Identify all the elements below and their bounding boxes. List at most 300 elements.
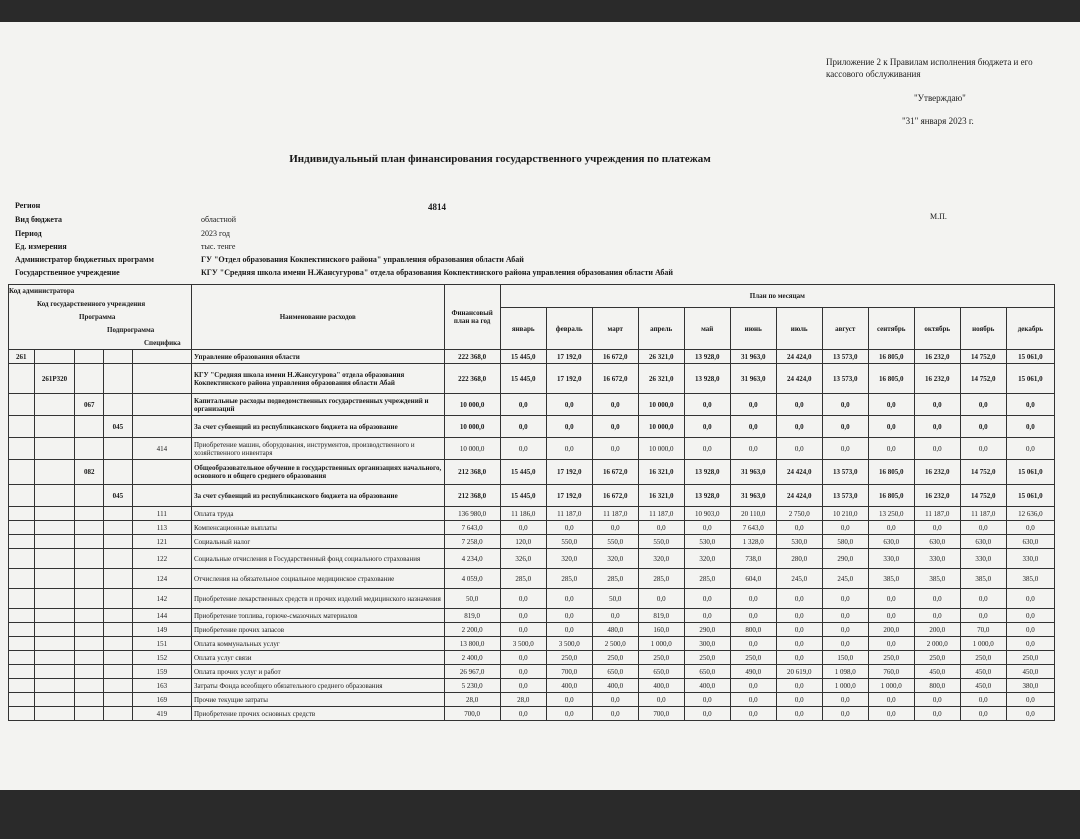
month-value: 285,0 <box>684 569 730 589</box>
code-cell <box>34 637 75 651</box>
month-value: 14 752,0 <box>960 485 1006 507</box>
code-cell <box>34 460 75 485</box>
month-value: 0,0 <box>500 589 546 609</box>
month-value: 20 110,0 <box>730 507 776 521</box>
code-cell <box>75 364 104 394</box>
month-value: 16 672,0 <box>592 350 638 364</box>
code-cell <box>132 364 191 394</box>
month-value: 0,0 <box>730 416 776 438</box>
fin-plan-value: 13 800,0 <box>444 637 500 651</box>
month-value: 16 672,0 <box>592 460 638 485</box>
code-cell <box>75 589 104 609</box>
month-value: 0,0 <box>684 693 730 707</box>
month-value: 650,0 <box>592 665 638 679</box>
month-value: 0,0 <box>776 707 822 721</box>
month-value: 0,0 <box>1006 438 1054 460</box>
month-value: 0,0 <box>776 521 822 535</box>
expense-name: Приобретение лекарственных средств и прочих изделий медицинского назначения <box>191 589 444 609</box>
month-value: 250,0 <box>684 651 730 665</box>
month-value: 800,0 <box>730 623 776 637</box>
month-value: 24 424,0 <box>776 350 822 364</box>
month-value: 16 672,0 <box>592 485 638 507</box>
month-value: 16 232,0 <box>914 485 960 507</box>
code-cell <box>9 651 35 665</box>
name-header: Наименование расходов <box>191 285 444 350</box>
month-value: 11 187,0 <box>960 507 1006 521</box>
month-value: 0,0 <box>638 589 684 609</box>
month-value: 0,0 <box>500 416 546 438</box>
month-value: 10 903,0 <box>684 507 730 521</box>
month-value: 0,0 <box>546 609 592 623</box>
fin-plan-value: 10 000,0 <box>444 438 500 460</box>
month-value: 2 000,0 <box>914 637 960 651</box>
code-cell <box>75 609 104 623</box>
table-row <box>9 665 1055 679</box>
code-cell <box>132 416 191 438</box>
month-value: 0,0 <box>592 693 638 707</box>
code-cell: 045 <box>104 416 133 438</box>
month-value: 330,0 <box>868 549 914 569</box>
month-value: 630,0 <box>868 535 914 549</box>
month-value: 1 000,0 <box>638 637 684 651</box>
month-value: 0,0 <box>776 679 822 693</box>
code-cell <box>104 589 133 609</box>
fin-plan-value: 10 000,0 <box>444 394 500 416</box>
month-value: 700,0 <box>546 665 592 679</box>
month-value: 0,0 <box>868 589 914 609</box>
table-row <box>9 693 1055 707</box>
code-cell <box>104 609 133 623</box>
table-row <box>9 623 1055 637</box>
month-value: 13 573,0 <box>822 485 868 507</box>
month-value: 450,0 <box>960 665 1006 679</box>
code-cell: 067 <box>75 394 104 416</box>
code-cell <box>9 507 35 521</box>
month-value: 1 000,0 <box>868 679 914 693</box>
month-value: 290,0 <box>822 549 868 569</box>
month-value: 0,0 <box>546 623 592 637</box>
code-cell <box>104 438 133 460</box>
month-value: 0,0 <box>500 707 546 721</box>
code-cell: 163 <box>132 679 191 693</box>
code-cell <box>104 693 133 707</box>
code-cell <box>75 485 104 507</box>
code-cell <box>104 394 133 416</box>
month-value: 0,0 <box>1006 693 1054 707</box>
code-cell <box>9 549 35 569</box>
fin-plan-value: 4 059,0 <box>444 569 500 589</box>
code-cell <box>34 665 75 679</box>
expense-name: Приобретение машин, оборудования, инструментов, производственного и хозяйственного инвентаря <box>191 438 444 460</box>
code-cell <box>104 364 133 394</box>
appendix-note: Приложение 2 к Правилам исполнения бюджета и его кассового обслуживания <box>826 57 1033 79</box>
month-value: 24 424,0 <box>776 364 822 394</box>
table-row <box>9 589 1055 609</box>
month-value: 0,0 <box>500 679 546 693</box>
month-value: 0,0 <box>730 693 776 707</box>
expense-name: Оплата коммунальных услуг <box>191 637 444 651</box>
month-value: 11 186,0 <box>500 507 546 521</box>
month-value: 0,0 <box>914 707 960 721</box>
month-value: 0,0 <box>684 609 730 623</box>
code-cell <box>9 665 35 679</box>
fin-plan-value: 50,0 <box>444 589 500 609</box>
month-value: 50,0 <box>592 589 638 609</box>
table-row <box>9 609 1055 623</box>
month-header: август <box>822 308 868 350</box>
month-value: 280,0 <box>776 549 822 569</box>
table-row <box>9 350 1055 364</box>
month-value: 330,0 <box>960 549 1006 569</box>
code-cell <box>104 623 133 637</box>
month-value: 0,0 <box>730 637 776 651</box>
month-value: 24 424,0 <box>776 460 822 485</box>
page-title: Индивидуальный план финансирования государственного учреждения по платежам <box>289 153 711 165</box>
month-value: 1 098,0 <box>822 665 868 679</box>
month-value: 450,0 <box>960 679 1006 693</box>
month-value: 0,0 <box>960 521 1006 535</box>
table-row <box>9 394 1055 416</box>
table-row <box>9 521 1055 535</box>
month-value: 0,0 <box>776 609 822 623</box>
month-value: 530,0 <box>776 535 822 549</box>
code-cell <box>9 416 35 438</box>
code-cell <box>9 521 35 535</box>
meta-value: ГУ "Отдел образования Кокпектинского района" управления образования области Абай <box>201 255 524 264</box>
code-cell <box>9 485 35 507</box>
month-value: 0,0 <box>776 416 822 438</box>
month-value: 630,0 <box>1006 535 1054 549</box>
month-value: 16 805,0 <box>868 485 914 507</box>
month-value: 0,0 <box>1006 589 1054 609</box>
month-value: 0,0 <box>500 665 546 679</box>
month-value: 0,0 <box>730 589 776 609</box>
month-value: 16 232,0 <box>914 460 960 485</box>
month-value: 0,0 <box>684 416 730 438</box>
code-cell <box>104 707 133 721</box>
month-value: 16 232,0 <box>914 350 960 364</box>
month-value: 0,0 <box>592 609 638 623</box>
meta-label: Государственное учреждение <box>15 268 120 277</box>
code-cell <box>75 693 104 707</box>
month-value: 0,0 <box>684 521 730 535</box>
month-value: 13 928,0 <box>684 364 730 394</box>
month-value: 285,0 <box>546 569 592 589</box>
code-cell: 152 <box>132 651 191 665</box>
code-cell <box>75 707 104 721</box>
month-value: 250,0 <box>960 651 1006 665</box>
month-value: 490,0 <box>730 665 776 679</box>
code-header-label: Код администратора <box>9 287 75 295</box>
month-value: 290,0 <box>684 623 730 637</box>
code-cell: 124 <box>132 569 191 589</box>
month-value: 550,0 <box>546 535 592 549</box>
month-value: 0,0 <box>868 693 914 707</box>
code-cell <box>34 535 75 549</box>
month-value: 70,0 <box>960 623 1006 637</box>
month-value: 0,0 <box>1006 637 1054 651</box>
month-header: декабрь <box>1006 308 1054 350</box>
month-value: 13 928,0 <box>684 460 730 485</box>
month-value: 17 192,0 <box>546 460 592 485</box>
table-row <box>9 651 1055 665</box>
month-value: 0,0 <box>914 416 960 438</box>
month-value: 0,0 <box>546 416 592 438</box>
code-cell <box>34 707 75 721</box>
code-cell <box>104 460 133 485</box>
code-cell: 414 <box>132 438 191 460</box>
month-value: 650,0 <box>684 665 730 679</box>
code-cell <box>104 637 133 651</box>
month-value: 385,0 <box>960 569 1006 589</box>
month-value: 0,0 <box>822 623 868 637</box>
fin-plan-value: 10 000,0 <box>444 416 500 438</box>
fin-plan-value: 7 258,0 <box>444 535 500 549</box>
month-value: 320,0 <box>592 549 638 569</box>
month-value: 0,0 <box>1006 521 1054 535</box>
month-value: 26 321,0 <box>638 350 684 364</box>
month-value: 13 573,0 <box>822 350 868 364</box>
month-value: 0,0 <box>868 416 914 438</box>
month-value: 3 500,0 <box>546 637 592 651</box>
code-cell: 419 <box>132 707 191 721</box>
meta-value: областной <box>201 215 237 224</box>
month-value: 0,0 <box>638 521 684 535</box>
month-value: 2 750,0 <box>776 507 822 521</box>
month-value: 450,0 <box>914 665 960 679</box>
code-cell <box>132 485 191 507</box>
code-cell: 261 <box>9 350 35 364</box>
month-value: 0,0 <box>914 693 960 707</box>
month-value: 0,0 <box>960 438 1006 460</box>
month-value: 0,0 <box>776 589 822 609</box>
month-value: 31 963,0 <box>730 460 776 485</box>
month-value: 0,0 <box>592 438 638 460</box>
month-value: 14 752,0 <box>960 364 1006 394</box>
month-value: 16 321,0 <box>638 460 684 485</box>
table-row <box>9 460 1055 485</box>
meta-label: Ед. измерения <box>15 242 67 251</box>
table-row <box>9 679 1055 693</box>
table-row <box>9 364 1055 394</box>
month-value: 400,0 <box>546 679 592 693</box>
month-value: 13 573,0 <box>822 364 868 394</box>
month-value: 0,0 <box>684 707 730 721</box>
meta-label: Регион <box>15 201 41 210</box>
month-value: 0,0 <box>776 693 822 707</box>
month-value: 330,0 <box>1006 549 1054 569</box>
month-value: 0,0 <box>546 589 592 609</box>
month-value: 15 445,0 <box>500 460 546 485</box>
fin-plan-value: 222 368,0 <box>444 364 500 394</box>
month-value: 530,0 <box>684 535 730 549</box>
month-value: 0,0 <box>500 651 546 665</box>
month-value: 1 000,0 <box>822 679 868 693</box>
month-value: 3 500,0 <box>500 637 546 651</box>
month-value: 0,0 <box>776 637 822 651</box>
code-cell <box>34 679 75 693</box>
table-row <box>9 707 1055 721</box>
code-cell <box>104 350 133 364</box>
code-cell: 082 <box>75 460 104 485</box>
month-value: 320,0 <box>684 549 730 569</box>
month-value: 0,0 <box>914 609 960 623</box>
fin-plan-value: 819,0 <box>444 609 500 623</box>
month-value: 0,0 <box>822 693 868 707</box>
code-cell <box>75 416 104 438</box>
code-cell <box>75 651 104 665</box>
month-value: 250,0 <box>914 651 960 665</box>
expense-name: Управление образования области <box>191 350 444 364</box>
month-value: 31 963,0 <box>730 364 776 394</box>
month-value: 700,0 <box>638 707 684 721</box>
month-value: 10 000,0 <box>638 438 684 460</box>
meta-value: 2023 год <box>201 229 230 238</box>
fin-plan-value: 212 368,0 <box>444 460 500 485</box>
expense-name: Приобретение прочих запасов <box>191 623 444 637</box>
month-value: 0,0 <box>730 707 776 721</box>
month-value: 0,0 <box>868 637 914 651</box>
month-value: 400,0 <box>592 679 638 693</box>
month-value: 0,0 <box>822 707 868 721</box>
month-header: сентябрь <box>868 308 914 350</box>
code-cell <box>34 416 75 438</box>
month-header: октябрь <box>914 308 960 350</box>
expense-name: Приобретение прочих основных средств <box>191 707 444 721</box>
month-value: 11 187,0 <box>592 507 638 521</box>
fin-plan-value: 222 368,0 <box>444 350 500 364</box>
month-value: 800,0 <box>914 679 960 693</box>
code-cell <box>34 350 75 364</box>
code-cell <box>9 438 35 460</box>
table-row <box>9 549 1055 569</box>
month-header: июль <box>776 308 822 350</box>
meta-value: тыс. тенге <box>201 242 236 251</box>
code-cell <box>75 569 104 589</box>
code-cell: 261P320 <box>34 364 75 394</box>
month-value: 400,0 <box>684 679 730 693</box>
month-value: 0,0 <box>1006 609 1054 623</box>
code-cell <box>104 507 133 521</box>
code-header-label: Специфика <box>144 339 181 347</box>
table-row <box>9 535 1055 549</box>
table-row <box>9 438 1055 460</box>
table-row <box>9 569 1055 589</box>
code-cell <box>34 521 75 535</box>
code-cell <box>75 535 104 549</box>
code-cell: 113 <box>132 521 191 535</box>
month-value: 0,0 <box>868 521 914 535</box>
expense-name: Социальные отчисления в Государственный фонд социального страхования <box>191 549 444 569</box>
code-cell <box>34 693 75 707</box>
code-cell <box>34 609 75 623</box>
month-value: 13 573,0 <box>822 460 868 485</box>
month-value: 0,0 <box>960 416 1006 438</box>
code-cell <box>104 569 133 589</box>
month-header: ноябрь <box>960 308 1006 350</box>
month-value: 15 061,0 <box>1006 460 1054 485</box>
seal-place-label: М.П. <box>930 212 947 221</box>
fin-plan-value: 26 967,0 <box>444 665 500 679</box>
month-value: 385,0 <box>868 569 914 589</box>
code-cell <box>34 507 75 521</box>
code-cell: 122 <box>132 549 191 569</box>
month-value: 31 963,0 <box>730 350 776 364</box>
table-row <box>9 507 1055 521</box>
month-value: 15 445,0 <box>500 485 546 507</box>
expense-name: Оплата прочих услуг и работ <box>191 665 444 679</box>
code-cell <box>104 549 133 569</box>
month-value: 0,0 <box>684 394 730 416</box>
month-value: 0,0 <box>776 623 822 637</box>
month-value: 20 619,0 <box>776 665 822 679</box>
month-value: 11 187,0 <box>638 507 684 521</box>
month-value: 200,0 <box>868 623 914 637</box>
month-value: 0,0 <box>546 521 592 535</box>
month-value: 10 000,0 <box>638 416 684 438</box>
month-value: 120,0 <box>500 535 546 549</box>
month-value: 1 000,0 <box>960 637 1006 651</box>
month-value: 0,0 <box>822 438 868 460</box>
code-cell <box>75 637 104 651</box>
month-header: май <box>684 308 730 350</box>
month-header: февраль <box>546 308 592 350</box>
code-cell <box>34 651 75 665</box>
month-value: 380,0 <box>1006 679 1054 693</box>
month-value: 0,0 <box>592 707 638 721</box>
table-row <box>9 485 1055 507</box>
code-header-label: Программа <box>79 313 116 321</box>
code-cell <box>34 623 75 637</box>
expense-name: За счет субвенций из республиканского бюджета на образование <box>191 416 444 438</box>
month-value: 738,0 <box>730 549 776 569</box>
fin-plan-value: 136 980,0 <box>444 507 500 521</box>
fin-plan-value: 2 200,0 <box>444 623 500 637</box>
month-value: 0,0 <box>730 438 776 460</box>
month-value: 300,0 <box>684 637 730 651</box>
month-value: 0,0 <box>500 609 546 623</box>
month-value: 0,0 <box>868 707 914 721</box>
month-value: 14 752,0 <box>960 460 1006 485</box>
month-value: 580,0 <box>822 535 868 549</box>
month-value: 10 000,0 <box>638 394 684 416</box>
code-cell <box>75 623 104 637</box>
month-value: 250,0 <box>868 651 914 665</box>
code-cell <box>75 438 104 460</box>
code-cell <box>75 521 104 535</box>
code-cell <box>9 693 35 707</box>
expense-name: Отчисления на обязательное социальное медицинское страхование <box>191 569 444 589</box>
month-value: 0,0 <box>592 521 638 535</box>
code-cell <box>9 535 35 549</box>
month-value: 16 232,0 <box>914 364 960 394</box>
code-cell <box>9 569 35 589</box>
month-value: 0,0 <box>960 693 1006 707</box>
approve-stamp-text: "Утверждаю" <box>914 93 966 103</box>
code-cell <box>9 609 35 623</box>
month-value: 0,0 <box>868 438 914 460</box>
month-value: 0,0 <box>546 438 592 460</box>
code-cell <box>34 549 75 569</box>
month-value: 285,0 <box>638 569 684 589</box>
month-value: 150,0 <box>822 651 868 665</box>
month-value: 0,0 <box>960 609 1006 623</box>
month-header: июнь <box>730 308 776 350</box>
month-value: 13 250,0 <box>868 507 914 521</box>
expense-name: Оплата труда <box>191 507 444 521</box>
month-value: 0,0 <box>500 438 546 460</box>
code-cell: 149 <box>132 623 191 637</box>
